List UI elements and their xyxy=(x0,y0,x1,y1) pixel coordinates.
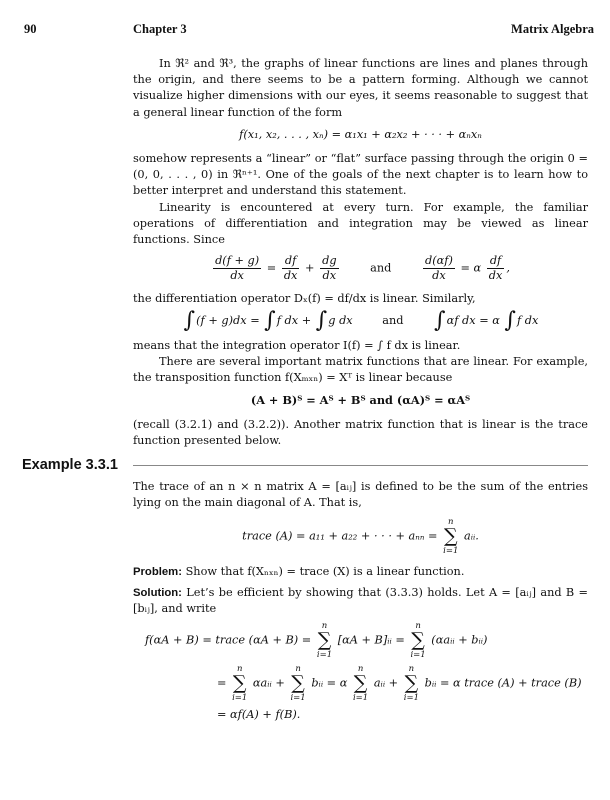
problem-text: Show that f(Xₙₓₙ) = trace (X) is a linear function. xyxy=(185,565,465,579)
fraction: $\frac{dg}{dx}$ xyxy=(322,254,337,283)
equation-trace-linearity: f(αA + B) = trace (αA + B) = n ∑ i=1 [αA + B]ᵢᵢ = n ∑ i=1 (αaᵢᵢ + bᵢᵢ) = n ∑ i=1 αaᵢᵢ + n ∑ i=1 bᵢᵢ = α n ∑ i=1 aᵢᵢ + n ∑ i=1 bᵢᵢ = α trace (A) + trace (B) = αf(A) + f(B). xyxy=(145,621,582,722)
summation-icon: n ∑ i=1 xyxy=(403,664,419,704)
paragraph: Linearity is encountered at every turn. For example, the familiar operations of differentiation and integration may be viewed as linear functions. Since xyxy=(133,200,588,247)
running-title: Matrix Algebra xyxy=(511,22,594,36)
integral-sign-icon: ∫ xyxy=(504,308,516,334)
example-body xyxy=(133,479,588,727)
example-label: Example 3.3.1 xyxy=(22,457,118,473)
fraction: $\frac{d(\alpha f)}{dx}$ xyxy=(425,254,453,283)
paragraph: (recall (3.2.1) and (3.2.2)). Another matrix function that is linear is the trace function presented below. xyxy=(133,417,588,447)
equation-transpose: (A + B)ᵀ = Aᵀ + Bᵀ and (αA)ᵀ = αAᵀ xyxy=(250,393,471,408)
fraction: $\frac{d(f + g)}{dx}$ xyxy=(215,254,260,283)
summation-icon: n ∑ i=1 xyxy=(443,517,459,557)
example-rule xyxy=(133,465,588,466)
integral-sign-icon: ∫ xyxy=(264,308,276,334)
fraction: $\frac{df}{dx}$ xyxy=(283,254,298,283)
integral-sign-icon: ∫ xyxy=(434,308,446,334)
running-header xyxy=(24,22,594,38)
paragraph: In ℜ² and ℜ³, the graphs of linear functions are lines and planes through the origin, and there seems to be a pattern forming. Although we cannot visualize higher dimensions with our eyes, it seems reasonable to suggest that a general linear function of the form xyxy=(133,57,588,119)
integral-sign-icon: ∫ xyxy=(183,308,196,334)
summation-icon: n ∑ i=1 xyxy=(316,621,333,661)
fraction: $\frac{df}{dx}$ xyxy=(488,254,503,283)
trace-definition: The trace of an n × n matrix A = [aᵢⱼ] is defined to be the sum of the entries lying on the main diagonal of A. That is, xyxy=(133,480,588,510)
solution-statement xyxy=(133,585,588,617)
and-word: and xyxy=(382,314,404,328)
problem-statement xyxy=(133,564,588,580)
summation-icon: n ∑ i=1 xyxy=(352,664,369,704)
equation-linear-function: f(x₁, x₂, . . . , xₙ) = α₁x₁ + α₂x₂ + · · · + αₙxₙ xyxy=(239,127,482,141)
equation-trace: trace (A) = a₁₁ + a₂₂ + · · · + aₙₙ = n ∑ i=1 aᵢᵢ. xyxy=(242,517,479,557)
paragraph: means that the integration operator I(f) = ∫ f dx is linear. xyxy=(133,338,461,352)
integral-sign-icon: ∫ xyxy=(315,308,328,334)
paragraph: the differentiation operator Dₓ(f) = df/dx is linear. Similarly, xyxy=(133,292,476,306)
and-word: and xyxy=(370,261,392,275)
page-number: 90 xyxy=(24,22,37,36)
solution-text: Let’s be efficient by showing that (3.3.3) holds. Let A = [aᵢⱼ] and B = [bᵢⱼ], and write xyxy=(133,585,588,615)
paragraph: There are several important matrix functions that are linear. For example, the transposition function f(Xₘₓₙ) = Xᵀ is linear because xyxy=(133,354,588,385)
main-text xyxy=(133,56,588,449)
summation-icon: n ∑ i=1 xyxy=(410,621,426,661)
equation-integral-linearity: ∫(f + g)dx = ∫f dx + ∫g dx and ∫αf dx = α ∫f dx xyxy=(183,308,539,334)
problem-label: Problem: xyxy=(133,566,182,579)
equation-derivative-linearity: $\frac{d(f + g)}{dx}$ = $\frac{df}{dx}$ + $\frac{dg}{dx}$ and $\frac{d(\alpha f)}{dx}$ = α $\frac{df}{dx}$ , xyxy=(215,254,510,283)
chapter-label: Chapter 3 xyxy=(133,22,187,36)
paragraph: somehow represents a “linear” or “flat” surface passing through the origin 0 = (0, 0, . . . , 0) in ℜⁿ⁺¹. One of the goals of the next chapter is to learn how to better interpret and understand this statement. xyxy=(133,152,588,198)
summation-icon: n ∑ i=1 xyxy=(290,664,306,704)
solution-label: Solution: xyxy=(133,586,182,599)
summation-icon: n ∑ i=1 xyxy=(232,664,248,704)
